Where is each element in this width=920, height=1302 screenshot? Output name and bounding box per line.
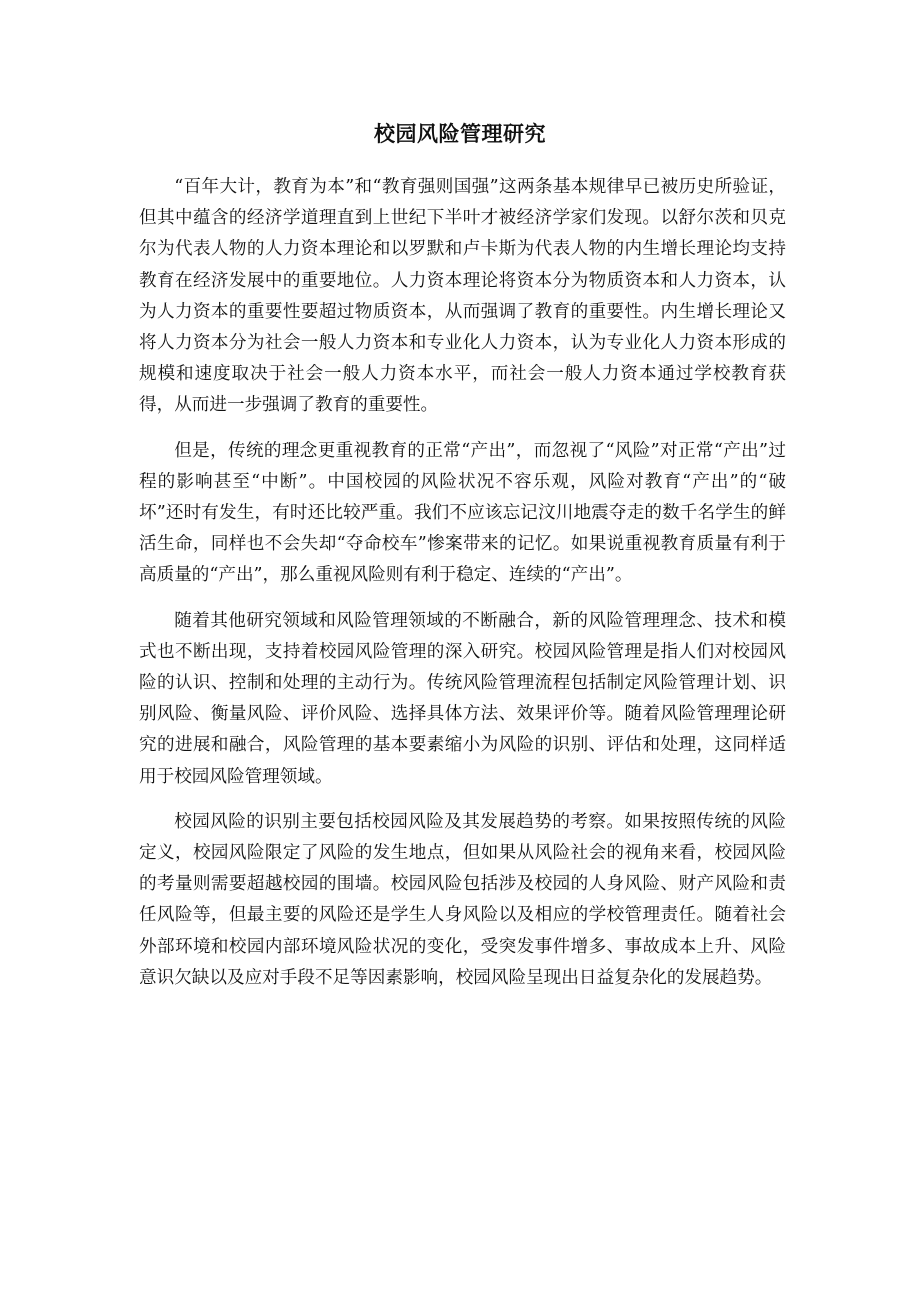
paragraph: 但是，传统的理念更重视教育的正常“产出”，而忽视了“风险”对正常“产出”过程的影响甚至“中断”。中国校园的风险状况不容乐观，风险对教育“产出”的“破坏”还时有发生，有时还比较严重。我们不应该忘记汶川地震夺走的数千名学生的鲜活生命，同样也不会失却“夺命校车”惨案带来的记忆。如果说重视教育质量有利于高质量的“产出”，那么重视风险则有利于稳定、连续的“产出”。: [139, 440, 786, 586]
paragraph: 校园风险的识别主要包括校园风险及其发展趋势的考察。如果按照传统的风险定义，校园风险限定了风险的发生地点，但如果从风险社会的视角来看，校园风险的考量则需要超越校园的围墙。校园风险包括涉及校园的人身风险、财产风险和责任风险等，但最主要的风险还是学生人身风险以及相应的学校管理责任。随着社会外部环境和校园内部环境风险状况的变化，受突发事件增多、事故成本上升、风险意识欠缺以及应对手段不足等因素影响，校园风险呈现出日益复杂化的发展趋势。: [139, 811, 786, 988]
paragraph: “百年大计，教育为本”和“教育强则国强”这两条基本规律早已被历史所验证，但其中蕴含的经济学道理直到上世纪下半叶才被经济学家们发现。以舒尔茨和贝克尔为代表人物的人力资本理论和以罗默和卢卡斯为代表人物的内生增长理论均支持教育在经济发展中的重要地位。人力资本理论将资本分为物质资本和人力资本，认为人力资本的重要性要超过物质资本，从而强调了教育的重要性。内生增长理论又将人力资本分为社会一般人力资本和专业化人力资本，认为专业化人力资本形成的规模和速度取决于社会一般人力资本水平，而社会一般人力资本通过学校教育获得，从而进一步强调了教育的重要性。: [139, 177, 786, 416]
document-title: 校园风险管理研究: [374, 122, 546, 146]
document-body: [139, 172, 786, 1008]
paragraph: 随着其他研究领域和风险管理领域的不断融合，新的风险管理理念、技术和模式也不断出现，支持着校园风险管理的深入研究。校园风险管理是指人们对校园风险的认识、控制和处理的主动行为。传统风险管理流程包括制定风险管理计划、识别风险、衡量风险、评价风险、选择具体方法、效果评价等。随着风险管理理论研究的进展和融合，风险管理的基本要素缩小为风险的识别、评估和处理，这同样适用于校园风险管理领域。: [139, 610, 786, 787]
